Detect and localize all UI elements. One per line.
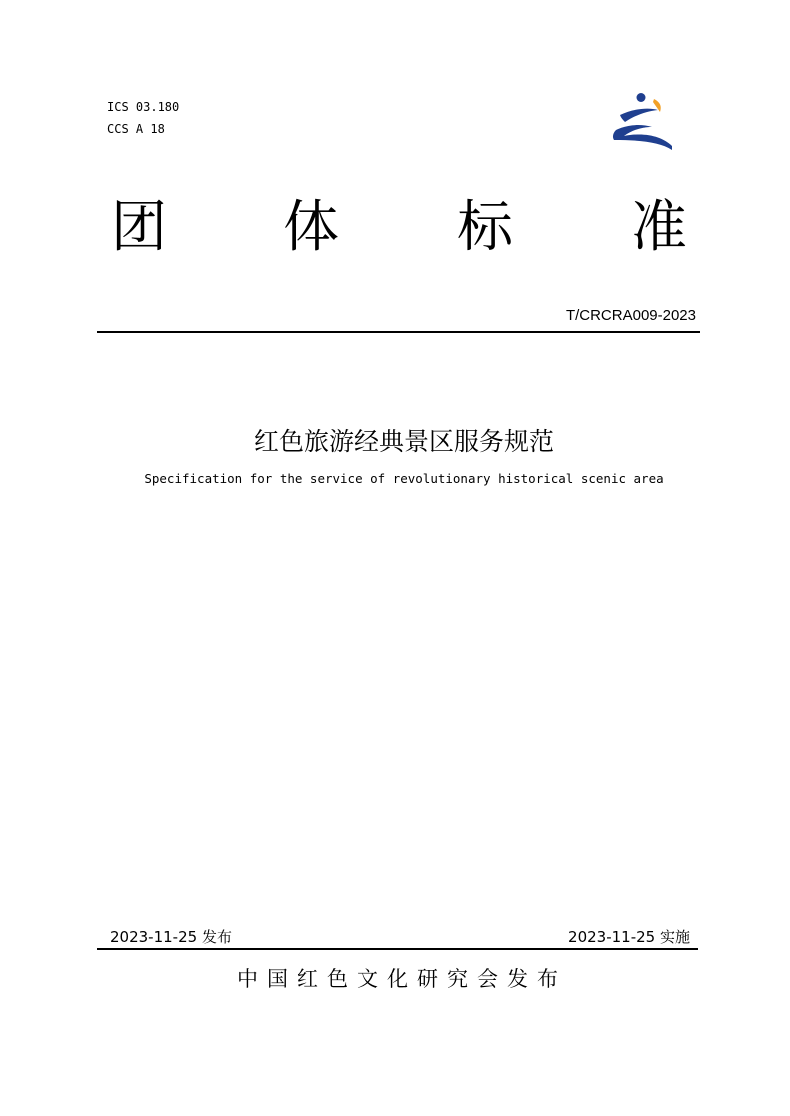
document-title-english: Specification for the service of revolutionary historical scenic area [144, 471, 664, 486]
publisher: 中国红色文化研究会发布 [237, 967, 567, 991]
standard-number: T/CRCRA009-2023 [565, 307, 696, 324]
standard-type-char: 标 [457, 195, 513, 260]
footer-divider [97, 948, 698, 950]
ics-code: ICS 03.180 [107, 100, 180, 114]
issue-date: 2023-11-25 发布 [110, 928, 232, 946]
standard-type-char: 团 [111, 195, 167, 260]
header-divider [97, 331, 700, 333]
standard-type-char: 准 [631, 195, 687, 260]
implementation-date: 2023-11-25 实施 [568, 928, 690, 946]
document-title-chinese: 红色旅游经典景区服务规范 [253, 427, 554, 456]
standard-type-char: 体 [283, 195, 339, 260]
organization-logo-icon [610, 90, 674, 150]
ccs-code: CCS A 18 [107, 122, 165, 136]
